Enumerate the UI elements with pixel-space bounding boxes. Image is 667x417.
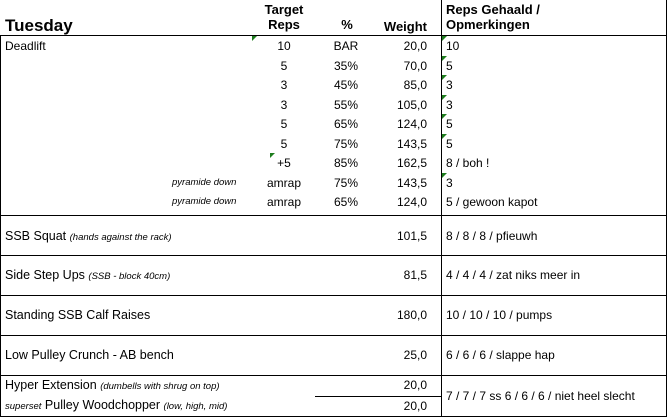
- comment-marker-icon[interactable]: [442, 114, 447, 119]
- reps-achieved-header-line1: Reps Gehaald /: [446, 2, 540, 17]
- exercise-name: Low Pulley Crunch - AB bench: [5, 348, 174, 362]
- exercise-name-deadlift: Deadlift: [5, 39, 46, 53]
- comment-marker-icon[interactable]: [442, 56, 447, 61]
- result-cell[interactable]: 3: [446, 98, 453, 112]
- weight-cell: 124,0: [396, 117, 427, 131]
- target-reps-cell: +5: [277, 156, 291, 170]
- percent-cell: 75%: [333, 137, 359, 151]
- notes-column-border: [441, 0, 442, 417]
- weight-cell: 20,0: [403, 399, 427, 413]
- exercise-name-side-step-ups: [5, 268, 170, 284]
- comment-marker-icon[interactable]: [442, 134, 447, 139]
- comment-marker-icon[interactable]: [442, 95, 447, 100]
- exercise-name-ssb-squat: [5, 229, 172, 245]
- exercise-name: Standing SSB Calf Raises: [5, 308, 151, 322]
- target-reps-cell: 3: [280, 78, 288, 92]
- result-cell[interactable]: 5 / gewoon kapot: [446, 195, 538, 209]
- weight-cell: 25,0: [403, 348, 427, 362]
- comment-marker-icon[interactable]: [442, 75, 447, 80]
- target-reps-header-line2: Reps: [268, 17, 300, 32]
- superset-split-border: [315, 396, 441, 397]
- percent-cell: 85%: [333, 156, 359, 170]
- exercise-note: (low, high, mid): [163, 401, 228, 412]
- result-cell[interactable]: 3: [446, 78, 453, 92]
- percent-cell: BAR: [333, 39, 359, 53]
- target-reps-cell: 10: [277, 39, 291, 53]
- row-border: [0, 255, 667, 256]
- exercise-name-calf-raises: [5, 308, 150, 322]
- percent-cell: 35%: [333, 59, 359, 73]
- weight-cell: 85,0: [403, 78, 427, 92]
- deadlift-bottom-border: [0, 215, 667, 216]
- exercise-note: (hands against the rack): [69, 232, 172, 243]
- weight-cell: 20,0: [403, 39, 427, 53]
- result-cell[interactable]: 6 / 6 / 6 / slappe hap: [446, 348, 555, 362]
- result-cell[interactable]: 8 / 8 / 8 / pfieuwh: [446, 229, 538, 243]
- percent-cell: 55%: [333, 98, 359, 112]
- result-cell[interactable]: 10: [446, 39, 460, 53]
- weight-cell: 81,5: [403, 268, 427, 282]
- percent-cell: 75%: [333, 176, 359, 190]
- weight-cell: 143,5: [396, 137, 427, 151]
- exercise-name: Side Step Ups: [5, 268, 85, 282]
- exercise-name: Hyper Extension: [5, 378, 97, 392]
- result-cell[interactable]: 10 / 10 / 10 / pumps: [446, 308, 553, 322]
- result-cell[interactable]: 5: [446, 117, 453, 131]
- target-reps-cell: 5: [280, 59, 288, 73]
- exercise-name-hyper-extension: [5, 378, 220, 394]
- comment-marker-icon[interactable]: [442, 36, 447, 41]
- weight-cell: 143,5: [396, 176, 427, 190]
- header-bottom-border: [0, 35, 667, 36]
- exercise-name-low-pulley-crunch: [5, 348, 174, 362]
- weight-cell: 70,0: [403, 59, 427, 73]
- day-title: Tuesday: [5, 16, 73, 35]
- set-note: pyramide down: [172, 177, 237, 188]
- weight-cell: 180,0: [396, 308, 427, 322]
- percent-cell: 45%: [333, 78, 359, 92]
- weight-cell: 124,0: [396, 195, 427, 209]
- percent-cell: 65%: [333, 195, 359, 209]
- exercise-name-pulley-woodchopper: [5, 398, 227, 414]
- superset-label: superset: [5, 401, 42, 412]
- exercise-name: SSB Squat: [5, 229, 67, 243]
- set-note: pyramide down: [172, 196, 237, 207]
- target-reps-cell: amrap: [266, 195, 301, 209]
- weight-header: Weight: [383, 19, 427, 34]
- result-cell[interactable]: 4 / 4 / 4 / zat niks meer in: [446, 268, 581, 282]
- target-reps-cell: 5: [280, 137, 288, 151]
- target-reps-header-line1: Target: [264, 2, 304, 17]
- weight-cell: 101,5: [396, 229, 427, 243]
- weight-cell: 20,0: [403, 378, 427, 392]
- exercise-note: (SSB - block 40cm): [88, 271, 171, 282]
- row-border: [0, 375, 667, 376]
- exercise-note: (dumbells with shrug on top): [100, 381, 220, 392]
- result-cell[interactable]: 3: [446, 176, 453, 190]
- target-reps-cell: 3: [280, 98, 288, 112]
- exercise-name: Pulley Woodchopper: [44, 398, 161, 412]
- row-border: [0, 335, 667, 336]
- result-cell[interactable]: 5: [446, 59, 453, 73]
- comment-marker-icon[interactable]: [270, 153, 275, 158]
- weight-cell: 162,5: [396, 156, 427, 170]
- table-left-border: [0, 35, 1, 417]
- target-reps-cell: amrap: [266, 176, 301, 190]
- target-reps-cell: 5: [280, 117, 288, 131]
- result-cell[interactable]: 7 / 7 / 7 ss 6 / 6 / 6 / niet heel slecht: [446, 389, 635, 403]
- comment-marker-icon[interactable]: [442, 173, 447, 178]
- comment-marker-icon[interactable]: [252, 36, 257, 41]
- percent-header: %: [341, 17, 353, 32]
- result-cell[interactable]: 8 / boh !: [446, 156, 490, 170]
- percent-cell: 65%: [333, 117, 359, 131]
- weight-cell: 105,0: [396, 98, 427, 112]
- row-border: [0, 295, 667, 296]
- result-cell[interactable]: 5: [446, 137, 453, 151]
- reps-achieved-header-line2: Opmerkingen: [446, 17, 530, 32]
